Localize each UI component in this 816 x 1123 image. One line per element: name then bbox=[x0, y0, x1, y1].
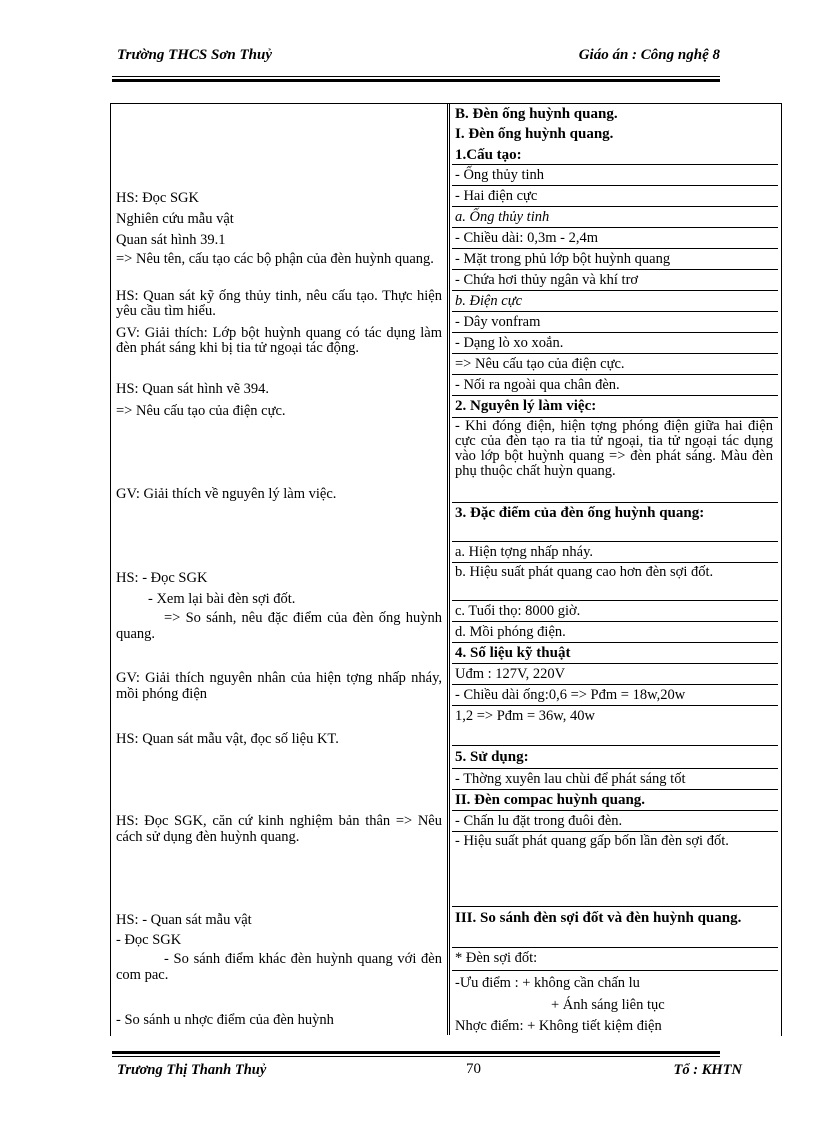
left-line: - Đọc SGK bbox=[116, 932, 182, 948]
section-heading: 3. Đặc điểm của đèn ống huỳnh quang: bbox=[455, 505, 705, 521]
right-line: - Mặt trong phủ lớp bột huỳnh quang bbox=[455, 251, 671, 267]
right-line: - Thờng xuyên lau chùi để phát sáng tốt bbox=[455, 771, 686, 787]
right-line: + Ánh sáng liên tục bbox=[551, 997, 665, 1013]
footer-rule-thick bbox=[112, 1051, 720, 1054]
left-line: GV: Giải thích: Lớp bột huỳnh quang có tác dụng làm đèn phát sáng khi bị tia tử ngoại tác động. bbox=[116, 325, 442, 356]
page-number: 70 bbox=[466, 1061, 481, 1077]
right-line: - Hiệu suất phát quang gấp bốn lần đèn sợi đốt. bbox=[455, 833, 729, 849]
section-heading: 4. Số liệu kỹ thuật bbox=[455, 645, 571, 661]
section-heading: 2. Nguyên lý làm việc: bbox=[455, 398, 597, 414]
left-line: HS: Quan sát kỹ ống thủy tinh, nêu cấu tạo. Thực hiện yêu cầu tìm hiểu. bbox=[116, 288, 442, 319]
right-line: => Nêu cấu tạo của điện cực. bbox=[455, 356, 625, 372]
right-line: d. Mồi phóng điện. bbox=[455, 624, 566, 640]
section-heading: III. So sánh đèn sợi đốt và đèn huỳnh quang. bbox=[455, 910, 742, 926]
right-line: - Nối ra ngoài qua chân đèn. bbox=[455, 377, 620, 393]
section-heading: B. Đèn ống huỳnh quang. bbox=[455, 106, 618, 122]
left-line: GV: Giải thích nguyên nhân của hiện tợng nhấp nháy, mồi phóng điện bbox=[116, 670, 442, 702]
right-line: - Hai điện cực bbox=[455, 188, 538, 204]
left-line: => Nêu tên, cấu tạo các bộ phận của đèn huỳnh quang. bbox=[116, 251, 434, 267]
right-line: - Chiều dài ống:0,6 => Pđm = 18w,20w bbox=[455, 687, 686, 703]
right-line: Nhợc điểm: + Không tiết kiệm điện bbox=[455, 1018, 662, 1034]
right-line: - Chiều dài: 0,3m - 2,4m bbox=[455, 230, 598, 246]
left-line: HS: Đọc SGK bbox=[116, 190, 199, 206]
left-line: - Xem lại bài đèn sợi đốt. bbox=[148, 591, 296, 607]
column-separator bbox=[447, 103, 450, 1035]
header-rule-thin bbox=[112, 76, 720, 77]
right-line: - Ống thủy tinh bbox=[455, 167, 545, 183]
section-heading: I. Đèn ống huỳnh quang. bbox=[455, 126, 614, 142]
right-line: * Đèn sợi đốt: bbox=[455, 950, 538, 966]
section-heading: II. Đèn compac huỳnh quang. bbox=[455, 792, 646, 808]
right-line: b. Điện cực bbox=[455, 293, 523, 309]
left-line: HS: - Quan sát mẫu vật bbox=[116, 912, 252, 928]
left-line: HS: - Đọc SGK bbox=[116, 570, 208, 586]
left-line: GV: Giải thích về nguyên lý làm việc. bbox=[116, 486, 337, 502]
left-line: HS: Quan sát mẫu vật, đọc số liệu KT. bbox=[116, 731, 339, 747]
left-line: HS: Đọc SGK, căn cứ kinh nghiệm bản thân => Nêu cách sử dụng đèn huỳnh quang. bbox=[116, 813, 442, 845]
footer-author: Trương Thị Thanh Thuỷ bbox=[117, 1062, 267, 1078]
right-line: - Dây vonfram bbox=[455, 314, 541, 330]
right-line: - Khi đóng điện, hiện tợng phóng điện giữa hai điện cực của đèn tạo ra tia tử ngoại, tia tử ngoại tác dụng vào lớp bột huỳnh quang => đèn phát sáng. Màu đèn phụ thuộc chất huỳn quang. bbox=[455, 418, 773, 479]
left-line: - So sánh điểm khác đèn huỳnh quang với đèn com pac. bbox=[116, 951, 442, 983]
left-line: Quan sát hình 39.1 bbox=[116, 232, 226, 248]
header-rule-thick bbox=[112, 79, 720, 82]
right-line: a. Hiện tợng nhấp nháy. bbox=[455, 544, 593, 560]
section-heading: 5. Sử dụng: bbox=[455, 749, 529, 765]
right-line: 1,2 => Pđm = 36w, 40w bbox=[455, 708, 596, 724]
right-line: - Dạng lò xo xoắn. bbox=[455, 335, 564, 351]
right-line: Uđm : 127V, 220V bbox=[455, 666, 566, 682]
left-line: - So sánh u nhợc điểm của đèn huỳnh bbox=[116, 1012, 334, 1028]
right-line: - Chứa hơi thủy ngân và khí trơ bbox=[455, 272, 639, 288]
header-subject: Giáo án : Công nghệ 8 bbox=[578, 47, 720, 63]
right-line: - Chấn lu đặt trong đuôi đèn. bbox=[455, 813, 623, 829]
section-heading: 1.Cấu tạo: bbox=[455, 147, 522, 163]
right-line: c. Tuổi thọ: 8000 giờ. bbox=[455, 603, 581, 619]
left-line: HS: Quan sát hình vẽ 394. bbox=[116, 381, 270, 397]
right-line: a. Ống thủy tinh bbox=[455, 209, 550, 225]
header-school: Trường THCS Sơn Thuỷ bbox=[117, 47, 272, 63]
left-line: => Nêu cấu tạo của điện cực. bbox=[116, 403, 286, 419]
right-line: -Ưu điểm : + không cần chấn lu bbox=[455, 975, 640, 991]
footer-group: Tổ : KHTN bbox=[673, 1062, 742, 1078]
left-line: Nghiên cứu mẫu vật bbox=[116, 211, 234, 227]
footer-rule-thin bbox=[112, 1056, 720, 1057]
left-line: => So sánh, nêu đặc điểm của đèn ống huỳnh quang. bbox=[116, 610, 442, 642]
right-line: b. Hiệu suất phát quang cao hơn đèn sợi đốt. bbox=[455, 564, 714, 580]
